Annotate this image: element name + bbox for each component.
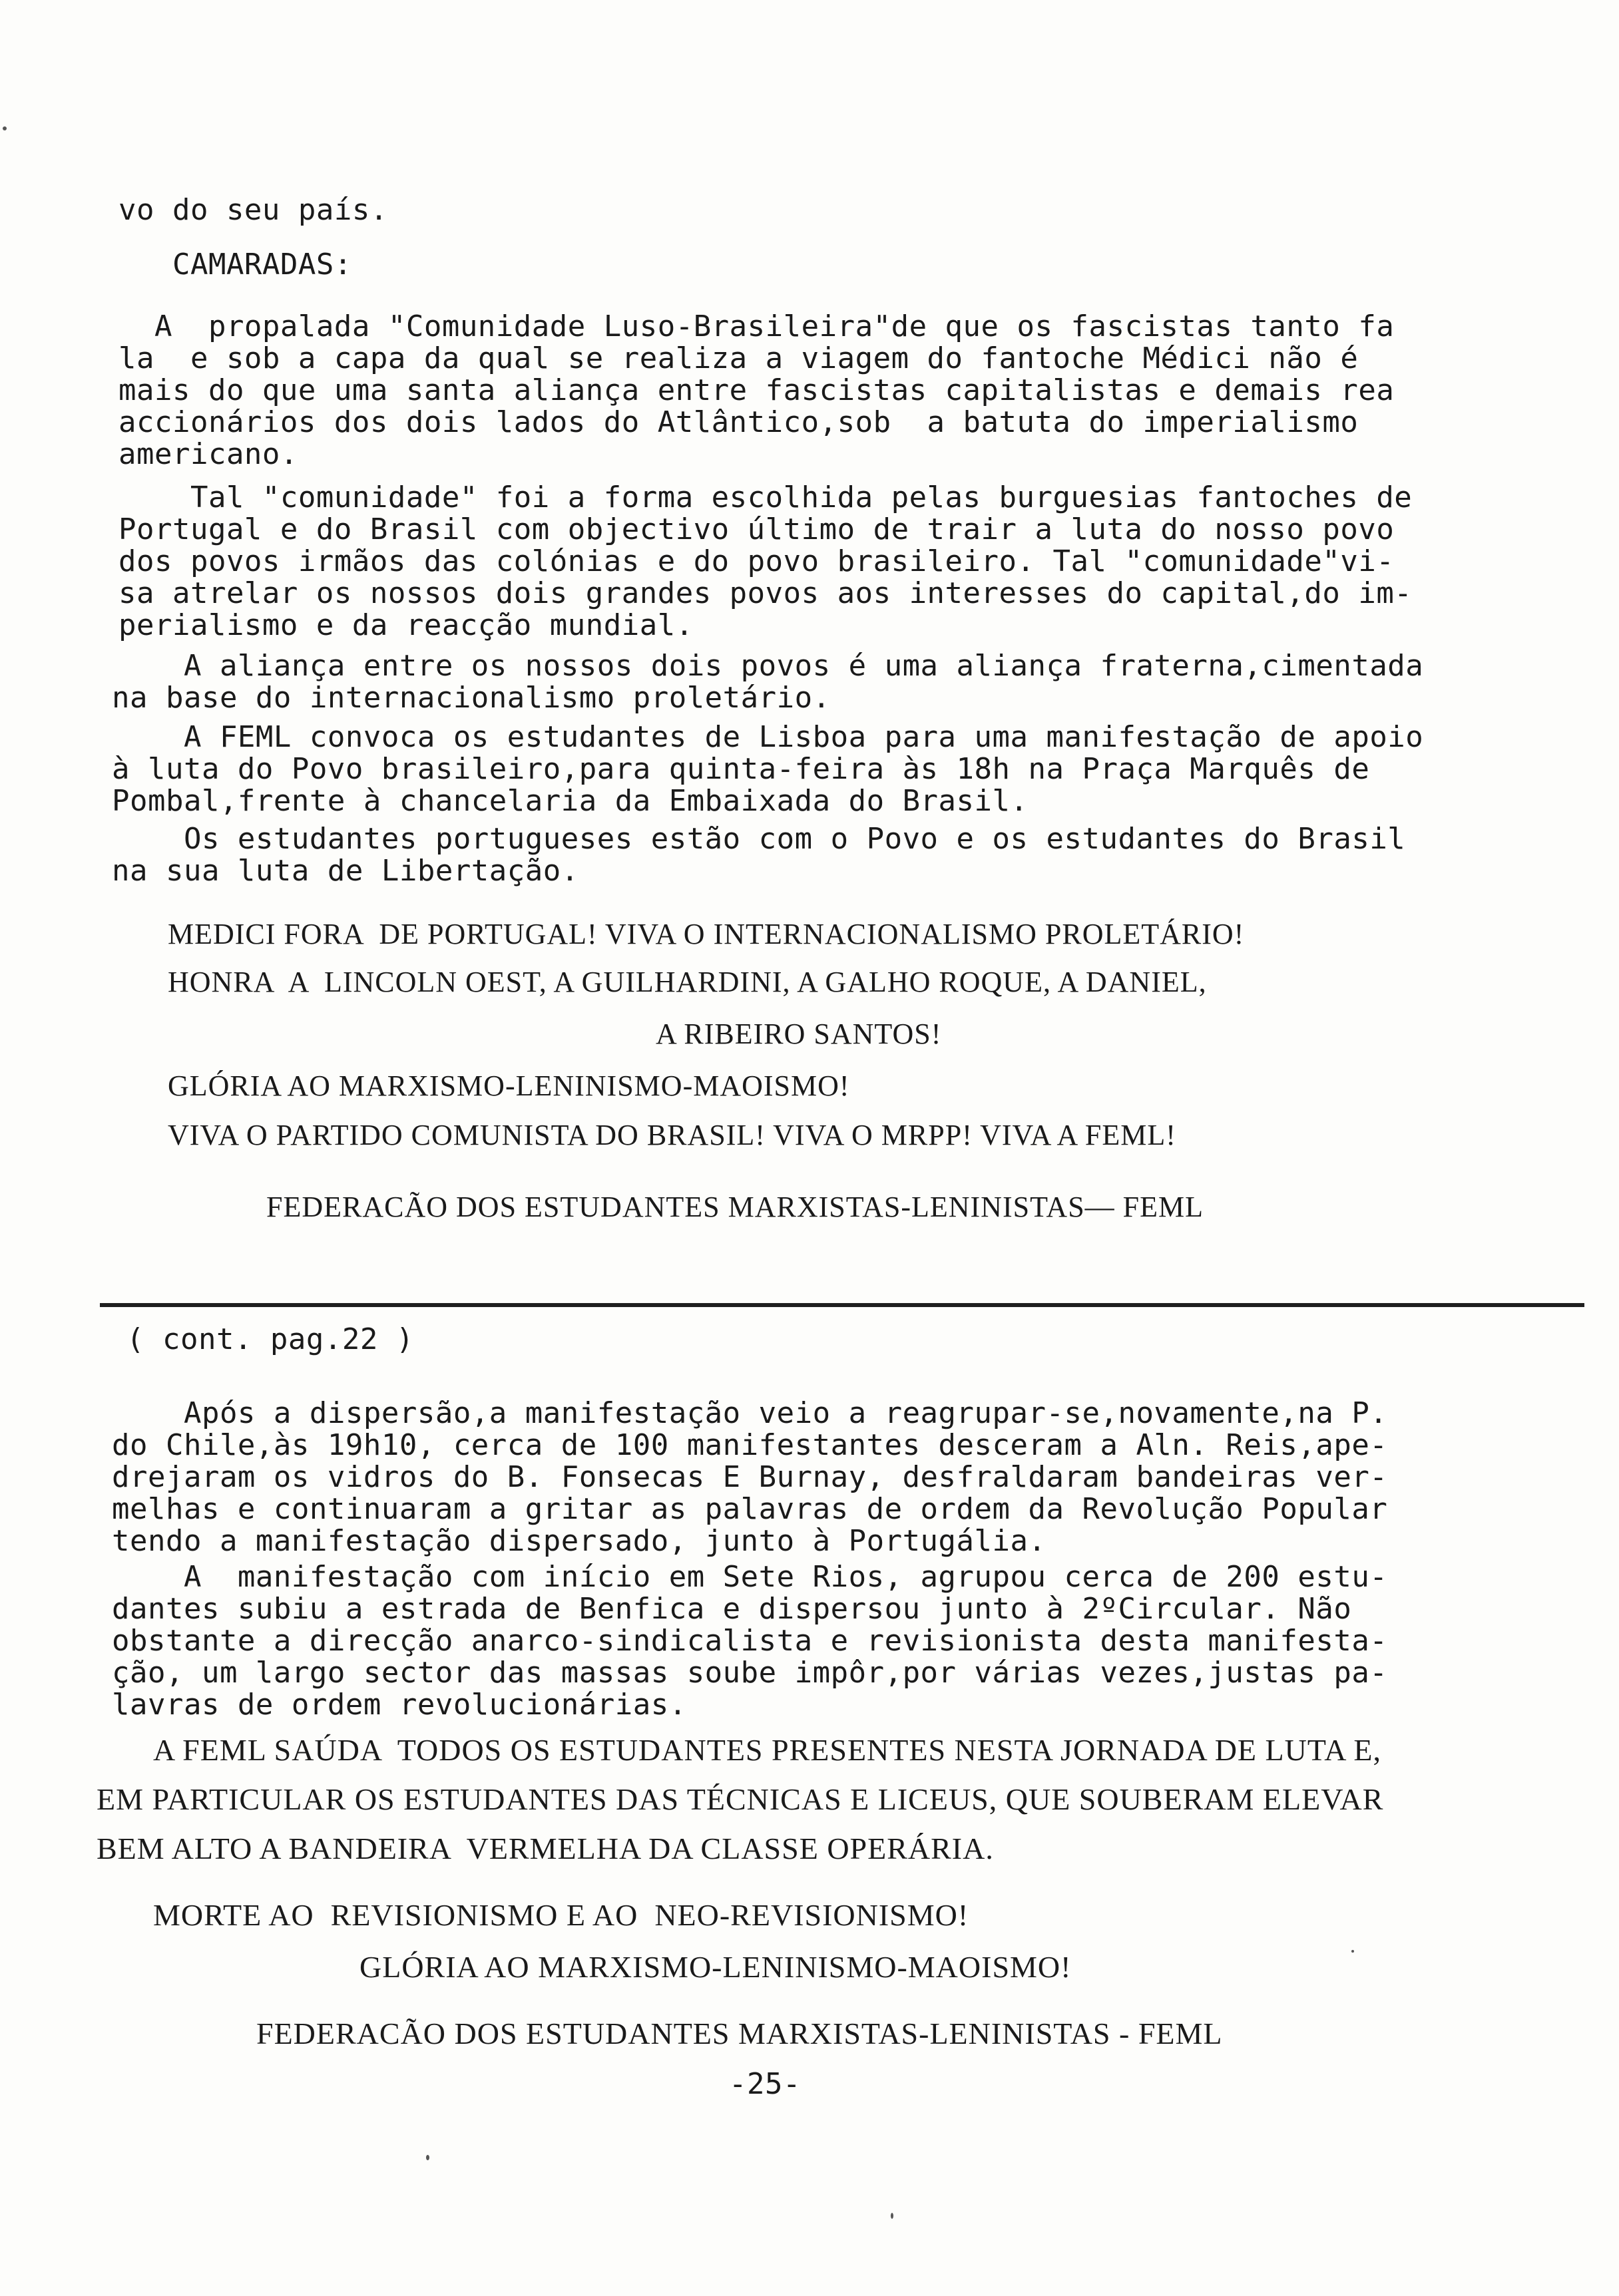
text-line: sa atrelar os nossos dois grandes povos aos interesses do capital,do im- (118, 576, 1413, 610)
slogan: MORTE AO REVISIONISMO E AO NEO-REVISIONISMO! (153, 1898, 969, 1932)
text-line: dantes subiu a estrada de Benfica e dispersou junto à 2ºCircular. Não (112, 1592, 1352, 1626)
slogan: HONRA A LINCOLN OEST, A GUILHARDINI, A GALHO ROQUE, A DANIEL, (168, 966, 1207, 998)
text-line: ção, um largo sector das massas soube impôr,por várias vezes,justas pa- (112, 1656, 1388, 1690)
text-line: na base do internacionalismo proletário. (112, 681, 831, 715)
text-line: Pombal,frente à chancelaria da Embaixada do Brasil. (112, 784, 1029, 818)
scan-speck (1351, 1950, 1354, 1953)
text-line: Os estudantes portugueses estão com o Povo e os estudantes do Brasil (112, 822, 1406, 856)
scan-speck (891, 2213, 893, 2219)
text-line: la e sob a capa da qual se realiza a viagem do fantoche Médici não é (118, 341, 1359, 375)
salute-line: A FEML SAÚDA TODOS OS ESTUDANTES PRESENTES NESTA JORNADA DE LUTA E, (153, 1733, 1382, 1767)
text-line: melhas e continuaram a gritar as palavras de ordem da Revolução Popular (112, 1492, 1388, 1526)
page-number: -25- (729, 2067, 801, 2101)
salute-line: EM PARTICULAR OS ESTUDANTES DAS TÉCNICAS E LICEUS, QUE SOUBERAM ELEVAR (97, 1782, 1384, 1816)
slogan: MEDICI FORA DE PORTUGAL! VIVA O INTERNACIONALISMO PROLETÁRIO! (168, 918, 1245, 950)
text-line: A FEML convoca os estudantes de Lisboa para uma manifestação de apoio (112, 720, 1424, 754)
slogan: GLÓRIA AO MARXISMO-LENINISMO-MAOISMO! (168, 1069, 850, 1102)
greeting-line: CAMARADAS: (118, 248, 352, 282)
text-line: A aliança entre os nossos dois povos é uma aliança fraterna,cimentada (112, 649, 1424, 683)
text-line: americano. (118, 437, 298, 471)
scan-speck (3, 126, 7, 130)
text-line: A manifestação com início em Sete Rios, agrupou cerca de 200 estu- (112, 1560, 1388, 1594)
signature: FEDERACÃO DOS ESTUDANTES MARXISTAS-LENINISTAS - FEML (256, 2016, 1223, 2050)
text-line: tendo a manifestação dispersado, junto à Portugália. (112, 1524, 1046, 1558)
slogan: GLÓRIA AO MARXISMO-LENINISMO-MAOISMO! (359, 1950, 1072, 1984)
text-line: A propalada "Comunidade Luso-Brasileira"de que os fascistas tanto fa (118, 309, 1395, 343)
section-divider (100, 1303, 1584, 1307)
text-line: vo do seu país. (118, 193, 388, 227)
text-line: accionários dos dois lados do Atlântico,sob a batuta do imperialismo (118, 405, 1359, 439)
salute-line: BEM ALTO A BANDEIRA VERMELHA DA CLASSE OPERÁRIA. (97, 1831, 994, 1865)
text-line: dos povos irmãos das colónias e do povo brasileiro. Tal "comunidade"vi- (118, 544, 1395, 578)
text-line: perialismo e da reacção mundial. (118, 608, 694, 642)
text-line: Após a dispersão,a manifestação veio a reagrupar-se,novamente,na P. (112, 1396, 1388, 1430)
slogan: A RIBEIRO SANTOS! (656, 1018, 942, 1050)
text-line: do Chile,às 19h10, cerca de 100 manifestantes desceram a Aln. Reis,ape- (112, 1428, 1388, 1462)
continued-note: ( cont. pag.22 ) (126, 1322, 414, 1356)
slogan: VIVA O PARTIDO COMUNISTA DO BRASIL! VIVA O MRPP! VIVA A FEML! (168, 1119, 1176, 1151)
text-line: Portugal e do Brasil com objectivo último de trair a luta do nosso povo (118, 512, 1395, 546)
text-line: mais do que uma santa aliança entre fascistas capitalistas e demais rea (118, 373, 1395, 407)
scan-speck (426, 2155, 429, 2160)
text-line: à luta do Povo brasileiro,para quinta-feira às 18h na Praça Marquês de (112, 752, 1370, 786)
text-line: obstante a direcção anarco-sindicalista e revisionista desta manifesta- (112, 1624, 1388, 1658)
text-line: lavras de ordem revolucionárias. (112, 1688, 687, 1722)
text-line: Tal "comunidade" foi a forma escolhida pelas burguesias fantoches de (118, 480, 1413, 514)
signature: FEDERACÃO DOS ESTUDANTES MARXISTAS-LENINISTAS— FEML (266, 1191, 1204, 1223)
text-line: na sua luta de Libertação. (112, 854, 579, 888)
text-line: drejaram os vidros do B. Fonsecas E Burnay, desfraldaram bandeiras ver- (112, 1460, 1388, 1494)
